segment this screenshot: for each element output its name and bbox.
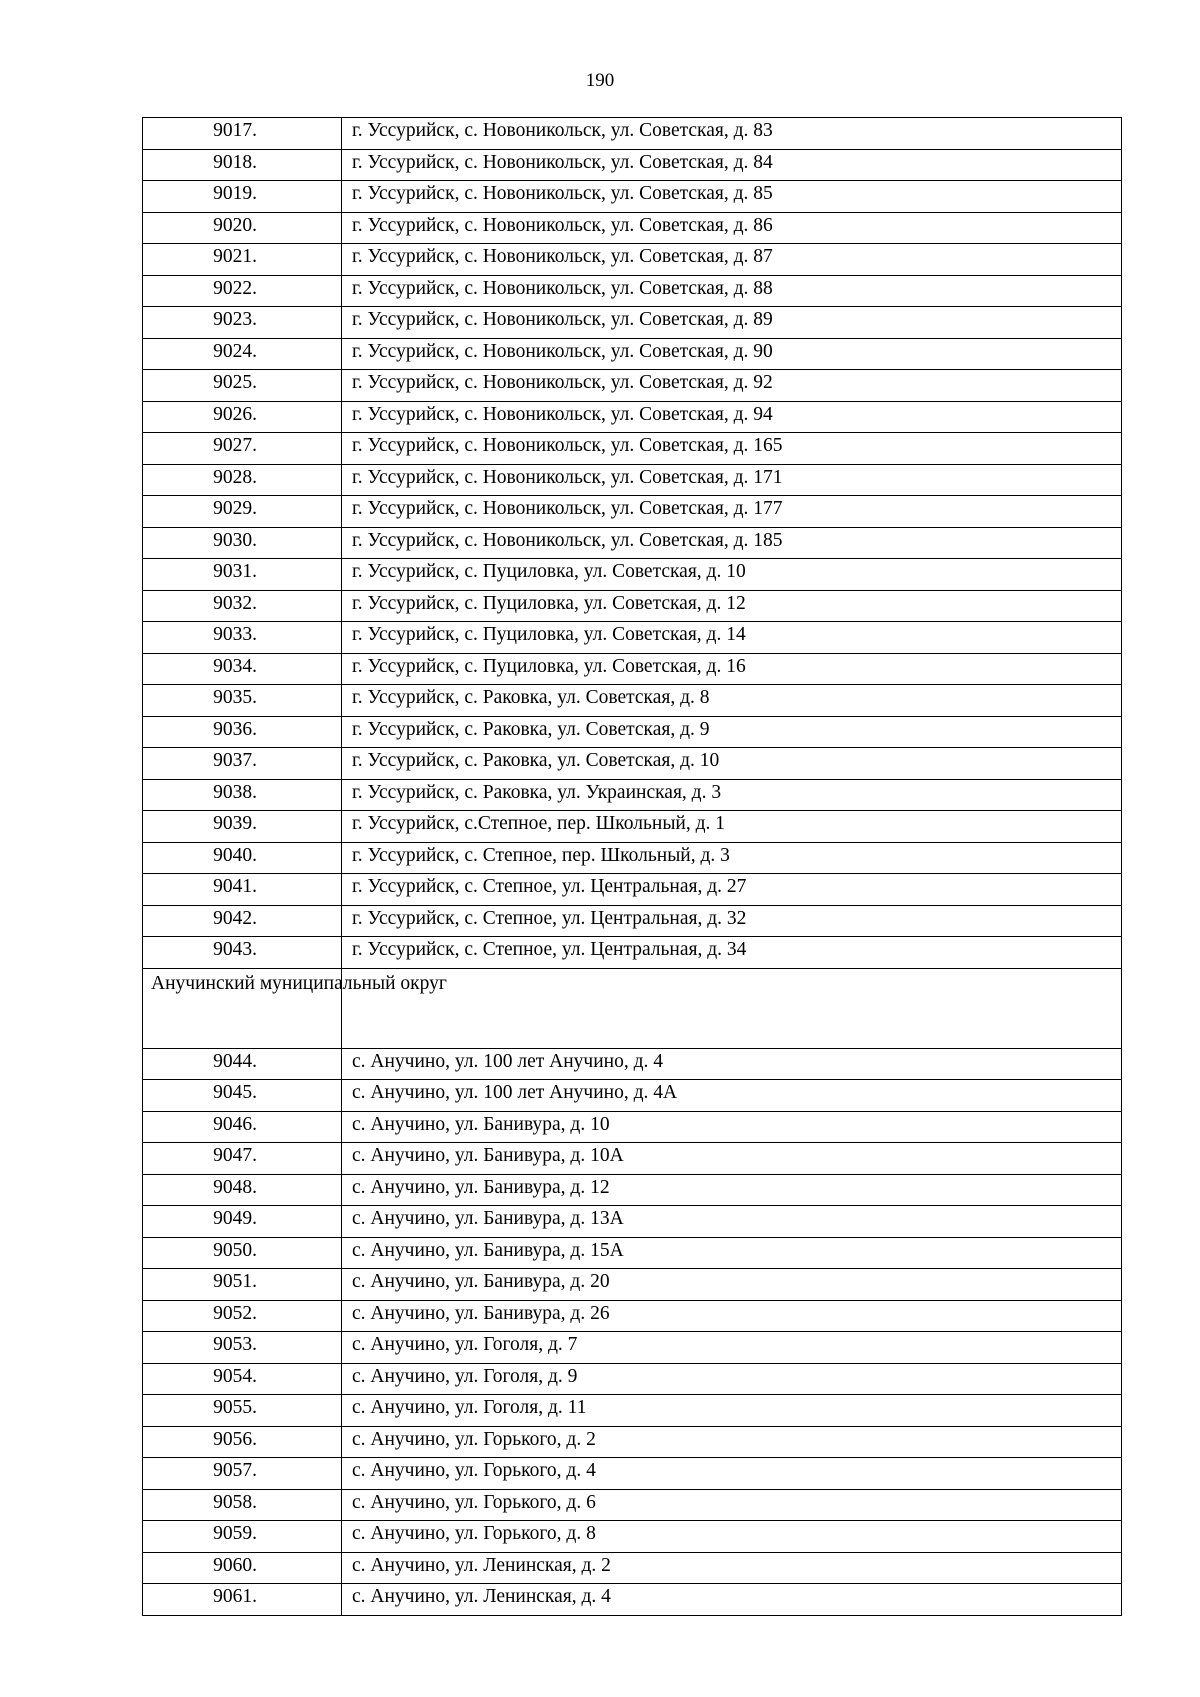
table-row <box>143 1174 1122 1206</box>
row-address: г. Уссурийск, с. Новоникольск, ул. Советская, д. 85 <box>342 181 1122 213</box>
row-number-cell <box>143 1552 342 1584</box>
row-address: г. Уссурийск, с. Степное, ул. Центральная, д. 32 <box>342 905 1122 937</box>
row-address: с. Анучино, ул. Банивура, д. 26 <box>342 1300 1122 1332</box>
row-address: г. Уссурийск, с. Раковка, ул. Советская, д. 10 <box>342 748 1122 780</box>
row-address: г. Уссурийск, с. Степное, ул. Центральная, д. 34 <box>342 937 1122 969</box>
row-number: 9030. <box>213 529 257 551</box>
row-address: г. Уссурийск, с. Новоникольск, ул. Советская, д. 86 <box>342 212 1122 244</box>
table-row <box>143 1237 1122 1269</box>
row-number-cell <box>143 685 342 717</box>
row-number-cell <box>143 1300 342 1332</box>
row-number: 9044. <box>213 1050 257 1072</box>
row-number: 9055. <box>213 1397 257 1418</box>
row-number-cell <box>143 1111 342 1143</box>
row-number: 9049. <box>213 1208 257 1229</box>
row-address: г. Уссурийск, с. Новоникольск, ул. Советская, д. 94 <box>342 401 1122 433</box>
row-number-cell <box>143 118 342 150</box>
row-number: 9061. <box>213 1586 257 1607</box>
row-address: г. Уссурийск, с. Новоникольск, ул. Советская, д. 90 <box>342 338 1122 370</box>
row-number: 9031. <box>213 561 257 582</box>
page-number: 190 <box>585 70 615 91</box>
row-number: 9019. <box>213 183 257 204</box>
row-number: 9029. <box>213 498 257 519</box>
table-row <box>143 244 1122 276</box>
row-address: с. Анучино, ул. Гоголя, д. 7 <box>342 1332 1122 1364</box>
row-number: 9058. <box>213 1491 257 1513</box>
row-address: с. Анучино, ул. Банивура, д. 12 <box>342 1174 1122 1206</box>
row-number: 9045. <box>213 1082 257 1103</box>
table-row <box>143 905 1122 937</box>
table-row <box>143 1080 1122 1112</box>
row-address: г. Уссурийск, с. Новоникольск, ул. Советская, д. 165 <box>342 433 1122 465</box>
row-address: с. Анучино, ул. Горького, д. 6 <box>342 1489 1122 1521</box>
table-row <box>143 370 1122 402</box>
row-address: г. Уссурийск, с. Пуциловка, ул. Советская, д. 16 <box>342 653 1122 685</box>
table-row <box>143 433 1122 465</box>
table-row <box>143 181 1122 213</box>
table-row <box>143 1426 1122 1458</box>
row-number: 9051. <box>213 1271 257 1292</box>
row-address: с. Анучино, ул. Горького, д. 4 <box>342 1458 1122 1490</box>
section-name: Анучинский муниципальный округ <box>143 968 342 1048</box>
row-address: г. Уссурийск, с. Раковка, ул. Советская, д. 8 <box>342 685 1122 717</box>
table-row <box>143 748 1122 780</box>
row-number: 9054. <box>213 1365 257 1387</box>
row-number-cell <box>143 1426 342 1458</box>
row-address: с. Анучино, ул. Банивура, д. 15А <box>342 1237 1122 1269</box>
row-number-cell <box>143 1332 342 1364</box>
row-address: с. Анучино, ул. Банивура, д. 20 <box>342 1269 1122 1301</box>
row-address: г. Уссурийск, с. Пуциловка, ул. Советская, д. 14 <box>342 622 1122 654</box>
row-number-cell <box>143 590 342 622</box>
row-number: 9027. <box>213 435 257 456</box>
row-number: 9017. <box>213 120 257 141</box>
row-address: г. Уссурийск, с. Новоникольск, ул. Советская, д. 87 <box>342 244 1122 276</box>
row-address: с. Анучино, ул. Банивура, д. 10 <box>342 1111 1122 1143</box>
row-address: г. Уссурийск, с. Пуциловка, ул. Советская, д. 10 <box>342 559 1122 591</box>
row-number-cell <box>143 1048 342 1080</box>
row-address: с. Анучино, ул. Ленинская, д. 4 <box>342 1584 1122 1616</box>
section-address <box>342 968 1122 1048</box>
row-number: 9024. <box>213 340 257 362</box>
row-number: 9026. <box>213 403 257 425</box>
row-number-cell <box>143 527 342 559</box>
row-number: 9046. <box>213 1113 257 1135</box>
address-table-body <box>143 118 1122 1616</box>
row-number-cell <box>143 779 342 811</box>
row-number: 9037. <box>213 750 257 771</box>
row-number-cell <box>143 1489 342 1521</box>
row-number-cell <box>143 716 342 748</box>
table-row <box>143 716 1122 748</box>
row-address: г. Уссурийск, с. Новоникольск, ул. Советская, д. 83 <box>342 118 1122 150</box>
row-number-cell <box>143 149 342 181</box>
row-number: 9038. <box>213 781 257 803</box>
row-address: г. Уссурийск, с. Пуциловка, ул. Советская, д. 12 <box>342 590 1122 622</box>
table-row <box>143 1458 1122 1490</box>
table-row <box>143 149 1122 181</box>
row-number: 9036. <box>213 718 257 740</box>
row-number: 9057. <box>213 1460 257 1481</box>
row-address: г. Уссурийск, с.Степное, пер. Школьный, д. 1 <box>342 811 1122 843</box>
row-address: г. Уссурийск, с. Степное, ул. Центральная, д. 27 <box>342 874 1122 906</box>
row-number-cell <box>143 748 342 780</box>
table-row <box>143 401 1122 433</box>
row-number-cell <box>143 905 342 937</box>
row-number-cell <box>143 1584 342 1616</box>
table-row <box>143 527 1122 559</box>
row-number: 9052. <box>213 1302 257 1324</box>
table-row <box>143 307 1122 339</box>
row-number-cell <box>143 937 342 969</box>
table-row <box>143 212 1122 244</box>
row-number-cell <box>143 1363 342 1395</box>
row-number-cell <box>143 307 342 339</box>
row-number-cell <box>143 622 342 654</box>
row-address: г. Уссурийск, с. Новоникольск, ул. Советская, д. 84 <box>342 149 1122 181</box>
row-number-cell <box>143 811 342 843</box>
row-number-cell <box>143 496 342 528</box>
row-number: 9032. <box>213 592 257 614</box>
section-row <box>143 968 1122 1048</box>
row-number: 9050. <box>213 1239 257 1261</box>
row-number: 9040. <box>213 844 257 866</box>
row-address: г. Уссурийск, с. Раковка, ул. Советская, д. 9 <box>342 716 1122 748</box>
row-address: г. Уссурийск, с. Новоникольск, ул. Советская, д. 171 <box>342 464 1122 496</box>
row-number-cell <box>143 653 342 685</box>
row-address: с. Анучино, ул. Гоголя, д. 9 <box>342 1363 1122 1395</box>
table-row <box>143 1111 1122 1143</box>
table-row <box>143 874 1122 906</box>
row-number-cell <box>143 212 342 244</box>
row-number-cell <box>143 1143 342 1175</box>
row-number: 9025. <box>213 372 257 393</box>
row-number-cell <box>143 181 342 213</box>
table-row <box>143 1395 1122 1427</box>
row-number: 9034. <box>213 655 257 677</box>
address-table <box>142 117 1122 1616</box>
row-number-cell <box>143 401 342 433</box>
table-row <box>143 1048 1122 1080</box>
table-row <box>143 1300 1122 1332</box>
row-number: 9048. <box>213 1176 257 1198</box>
row-number: 9028. <box>213 466 257 488</box>
row-number: 9023. <box>213 309 257 330</box>
row-address: г. Уссурийск, с. Степное, пер. Школьный, д. 3 <box>342 842 1122 874</box>
table-row <box>143 937 1122 969</box>
table-row <box>143 811 1122 843</box>
row-number: 9022. <box>213 277 257 299</box>
row-number-cell <box>143 842 342 874</box>
table-row <box>143 1584 1122 1616</box>
row-address: с. Анучино, ул. Гоголя, д. 11 <box>342 1395 1122 1427</box>
table-row <box>143 590 1122 622</box>
row-address: с. Анучино, ул. Горького, д. 2 <box>342 1426 1122 1458</box>
table-row <box>143 338 1122 370</box>
table-row <box>143 1206 1122 1238</box>
row-address: с. Анучино, ул. Банивура, д. 10А <box>342 1143 1122 1175</box>
row-number: 9033. <box>213 624 257 645</box>
table-row <box>143 779 1122 811</box>
row-number: 9047. <box>213 1145 257 1166</box>
row-number: 9035. <box>213 687 257 708</box>
row-number-cell <box>143 1269 342 1301</box>
row-number-cell <box>143 370 342 402</box>
row-address: г. Уссурийск, с. Новоникольск, ул. Советская, д. 92 <box>342 370 1122 402</box>
row-number: 9018. <box>213 151 257 173</box>
table-row <box>143 559 1122 591</box>
row-number-cell <box>143 1174 342 1206</box>
row-number: 9053. <box>213 1334 257 1355</box>
row-number-cell <box>143 338 342 370</box>
row-number-cell <box>143 1206 342 1238</box>
row-address: г. Уссурийск, с. Новоникольск, ул. Советская, д. 89 <box>342 307 1122 339</box>
table-row <box>143 653 1122 685</box>
table-row <box>143 842 1122 874</box>
table-row <box>143 685 1122 717</box>
table-row <box>143 1143 1122 1175</box>
row-number-cell <box>143 1521 342 1553</box>
row-address: с. Анучино, ул. Ленинская, д. 2 <box>342 1552 1122 1584</box>
table-row <box>143 1521 1122 1553</box>
table-row <box>143 1332 1122 1364</box>
row-number: 9056. <box>213 1428 257 1450</box>
row-number: 9043. <box>213 939 257 960</box>
row-number-cell <box>143 244 342 276</box>
row-number-cell <box>143 433 342 465</box>
row-number-cell <box>143 1458 342 1490</box>
row-number-cell <box>143 1395 342 1427</box>
row-number: 9059. <box>213 1523 257 1544</box>
row-number: 9021. <box>213 246 257 267</box>
table-row <box>143 118 1122 150</box>
table-row <box>143 496 1122 528</box>
row-address: с. Анучино, ул. 100 лет Анучино, д. 4А <box>342 1080 1122 1112</box>
row-address: г. Уссурийск, с. Новоникольск, ул. Советская, д. 185 <box>342 527 1122 559</box>
row-number: 9041. <box>213 876 257 897</box>
row-number-cell <box>143 874 342 906</box>
row-number-cell <box>143 559 342 591</box>
row-number: 9039. <box>213 813 257 834</box>
row-number: 9060. <box>213 1554 257 1576</box>
row-address: г. Уссурийск, с. Раковка, ул. Украинская, д. 3 <box>342 779 1122 811</box>
row-address: с. Анучино, ул. Горького, д. 8 <box>342 1521 1122 1553</box>
row-address: с. Анучино, ул. 100 лет Анучино, д. 4 <box>342 1048 1122 1080</box>
row-address: г. Уссурийск, с. Новоникольск, ул. Советская, д. 177 <box>342 496 1122 528</box>
row-address: г. Уссурийск, с. Новоникольск, ул. Советская, д. 88 <box>342 275 1122 307</box>
row-number: 9020. <box>213 214 257 236</box>
table-row <box>143 275 1122 307</box>
table-row <box>143 1489 1122 1521</box>
table-row <box>143 1269 1122 1301</box>
table-row <box>143 1552 1122 1584</box>
row-number-cell <box>143 1237 342 1269</box>
row-number: 9042. <box>213 907 257 929</box>
row-number-cell <box>143 1080 342 1112</box>
table-row <box>143 464 1122 496</box>
row-address: с. Анучино, ул. Банивура, д. 13А <box>342 1206 1122 1238</box>
row-number-cell <box>143 464 342 496</box>
table-row <box>143 622 1122 654</box>
table-row <box>143 1363 1122 1395</box>
row-number-cell <box>143 275 342 307</box>
